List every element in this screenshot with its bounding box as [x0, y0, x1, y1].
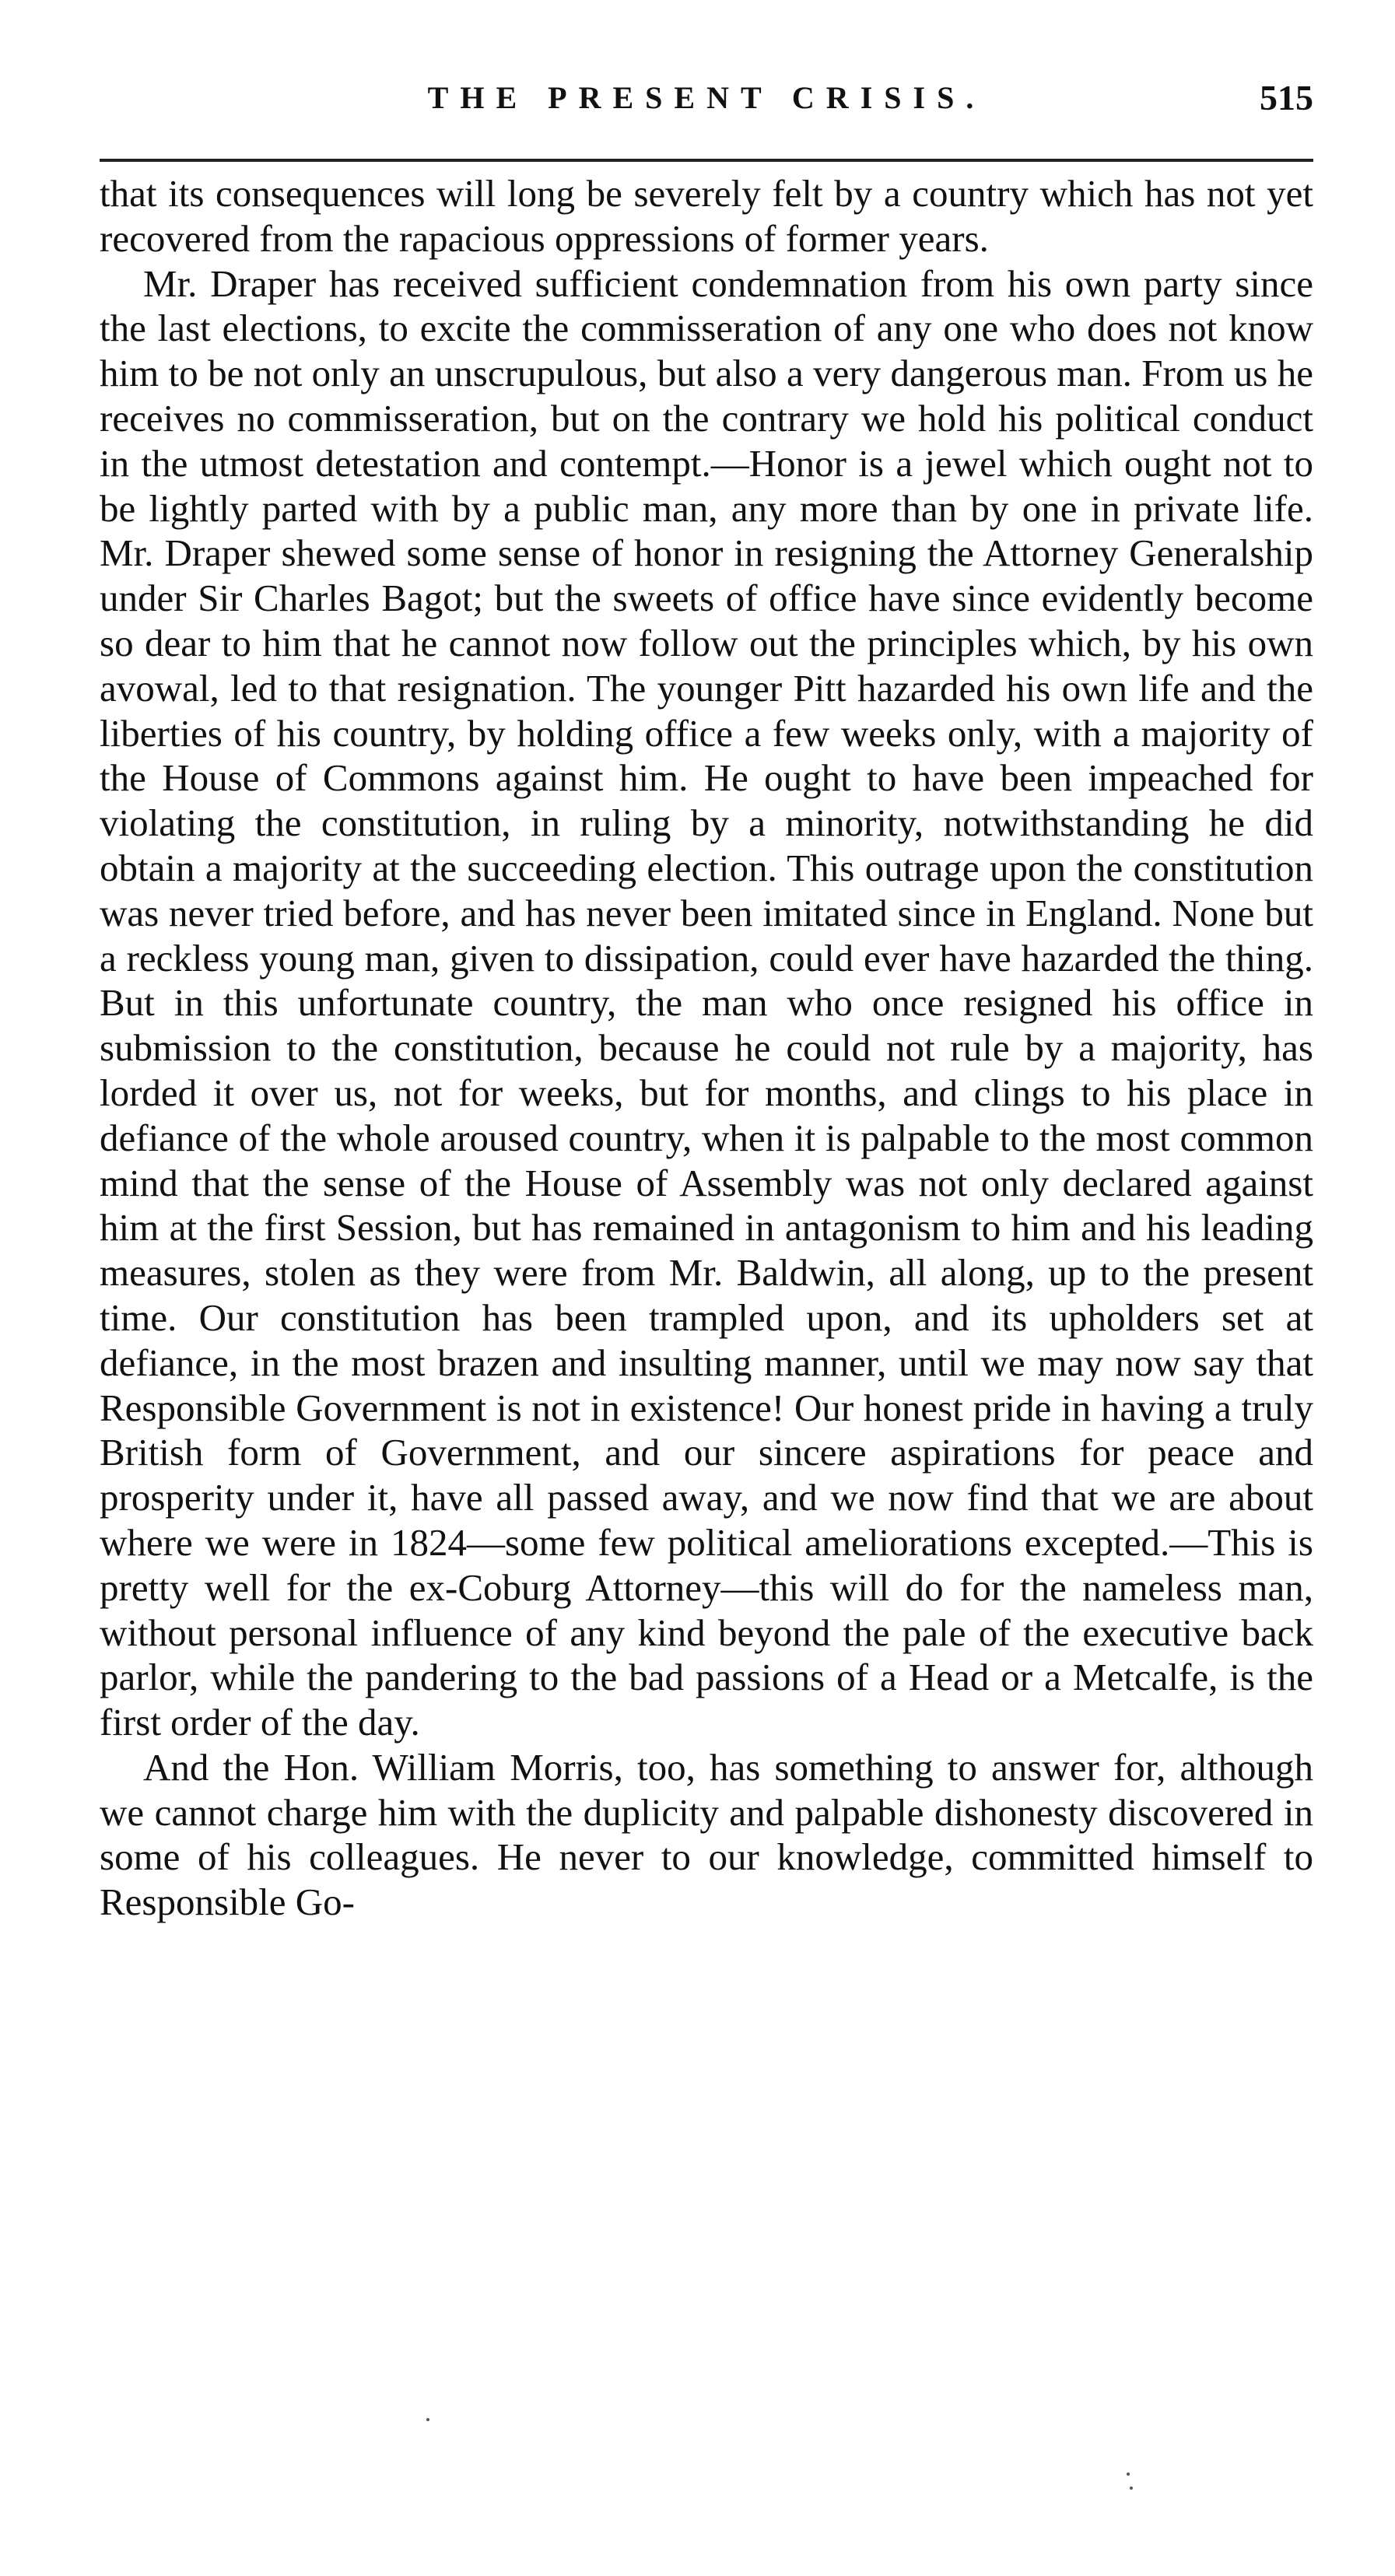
paragraph-continuation: that its consequences will long be severely felt by a country which has not yet recovered from the rapacious oppressions of former years. [100, 172, 1313, 260]
running-head [100, 75, 1313, 137]
print-speck [1130, 2487, 1133, 2490]
print-speck [426, 2418, 429, 2421]
paragraph-morris: And the Hon. William Morris, too, has something to answer for, although we cannot charge him with the duplicity and palpable dishonesty discovered in some of his colleagues. He never to our knowledge, committed himself to Responsible Go- [100, 1745, 1313, 1924]
header-rule [100, 159, 1313, 162]
body-text [100, 171, 1313, 1925]
running-title: THE PRESENT CRISIS. [427, 80, 986, 115]
page-number: 515 [1260, 78, 1313, 117]
paragraph-draper: Mr. Draper has received sufficient condemnation from his own party since the last elections, to excite the commisseration of any one who does not know him to be not only an unscrupulous, but also a very dangerous man. From us he receives no commisseration, but on the contrary we hold his political conduct in the utmost detestation and contempt.—Honor is a jewel which ought not to be lightly parted with by a public man, any more than by one in private life. Mr. Draper shewed some sense of honor in resigning the Attorney Generalship under Sir Charles Bagot; but the sweets of office have since evidently become so dear to him that he cannot now follow out the principles which, by his own avowal, led to that resignation. The younger Pitt hazarded his own life and the liberties of his country, by holding office a few weeks only, with a majority of the House of Commons against him. He ought to have been impeached for violating the constitution, in ruling by a minority, notwithstanding he did obtain a majority at the succeeding election. This outrage upon the constitution was never tried before, and has never been imitated since in England. None but a reckless young man, given to dissipation, could ever have hazarded the thing. But in this unfortunate country, the man who once resigned his office in submission to the constitution, because he could not rule by a majority, has lorded it over us, not for weeks, but for months, and clings to his place in defiance of the whole aroused country, when it is palpable to the most common mind that the sense of the House of Assembly was not only declared against him at the first Session, but has remained in antagonism to him and his leading measures, stolen as they were from Mr. Baldwin, all along, up to the present time. Our constitution has been trampled upon, and its upholders set at defiance, in the most brazen and insulting manner, until we may now say that Responsible Government is not in existence! Our honest pride in having a truly British form of Government, and our sincere aspirations for peace and prosperity under it, have all passed away, and we now find that we are about where we were in 1824—some few political ameliorations excepted.—This is pretty well for the ex-Coburg Attorney—this will do for the nameless man, without personal influence of any kind beyond the pale of the executive back parlor, while the pandering to the bad passions of a Head or a Metcalfe, is the first order of the day. [100, 261, 1313, 1744]
print-speck [1127, 2473, 1130, 2476]
